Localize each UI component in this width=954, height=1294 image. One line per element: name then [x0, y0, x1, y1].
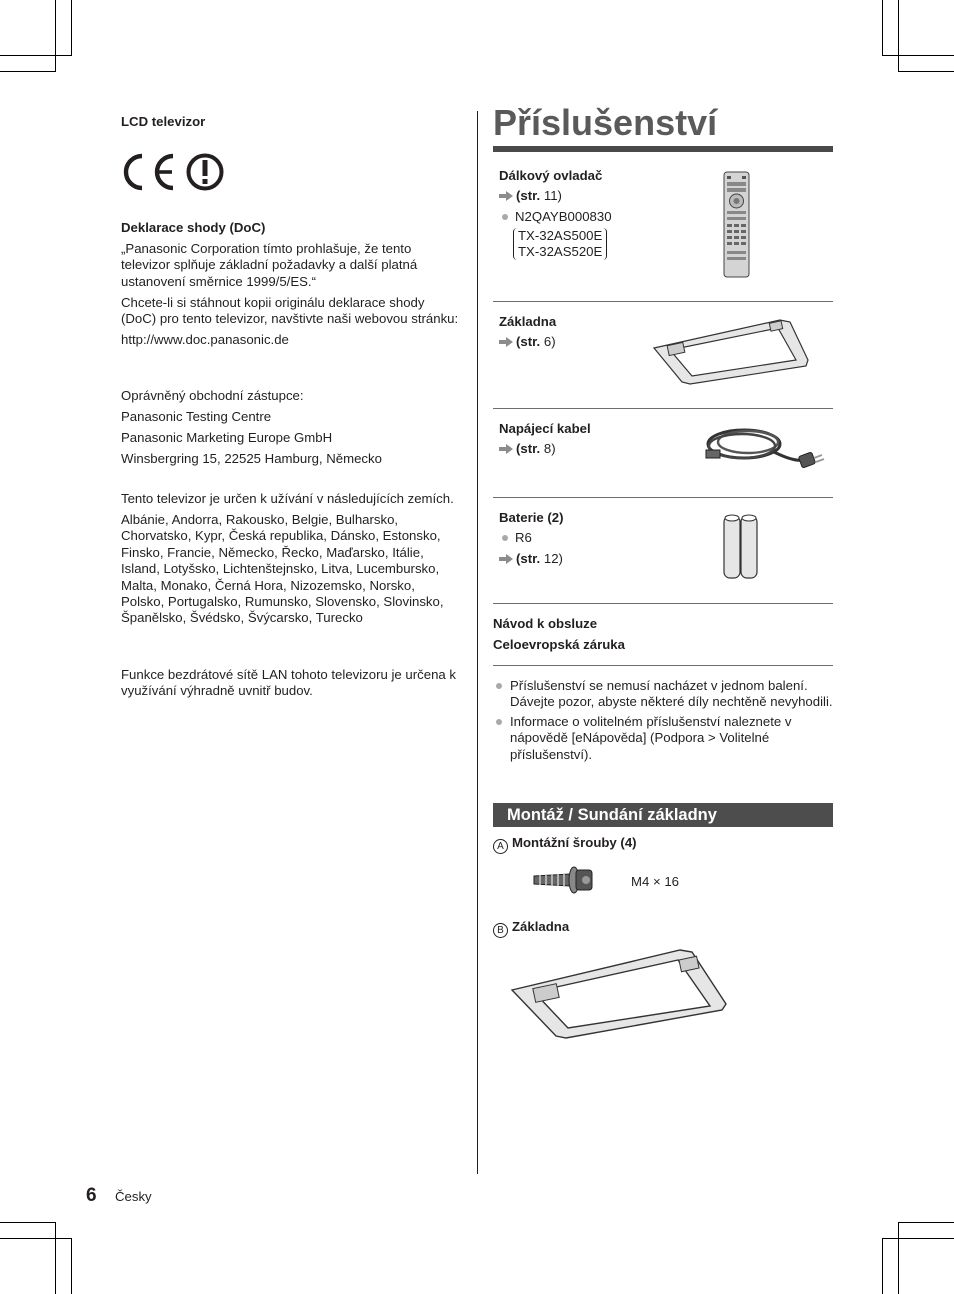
countries-list: Albánie, Andorra, Rakousko, Belgie, Bulharsko, Chorvatsko, Kypr, Česká republika, Dánsko, Estonsko, Finsko, Francie, Německo, Řecko, Maďarsko, Itálie, Island, Lotyšsko, Lichtenštejnsko, Litva, Lucembursko, Malta, Monako, Černá Hora, Nizozemsko, Norsko, Polsko, Portugalsko, Rumunsko, Slovensko, Slovinsko, Španělsko, Švédsko, Švýcarsko, Turecko — [121, 512, 444, 626]
part-a-label — [493, 835, 637, 854]
arrow-right-icon — [499, 337, 513, 347]
divider — [493, 301, 833, 302]
representative-section — [121, 388, 459, 467]
remote-tv-model: TX-32AS500E — [518, 228, 603, 244]
warranty-item: Celoevropská záruka — [493, 637, 625, 652]
battery-ref-label: (str. — [516, 550, 541, 566]
stand-ref-page: 6) — [543, 334, 556, 350]
note-item — [493, 678, 833, 711]
crop-mark — [898, 0, 899, 72]
crop-mark — [71, 1238, 72, 1294]
battery-name: Baterie (2) — [499, 510, 564, 525]
crop-mark — [898, 1222, 899, 1294]
cable-name: Napájecí kabel — [499, 421, 591, 436]
cable-ref-label: (str. — [516, 441, 541, 457]
stand-large-image — [508, 946, 728, 1042]
remote-ref-label: (str. — [516, 188, 541, 204]
representative-label: Oprávněný obchodní zástupce: — [121, 388, 304, 403]
crop-mark — [55, 1222, 56, 1294]
crop-mark — [71, 0, 72, 56]
arrow-right-icon — [499, 191, 513, 201]
crop-mark — [882, 0, 883, 56]
representative-line: Panasonic Marketing Europe GmbH — [121, 430, 333, 445]
accessory-stand — [499, 314, 639, 351]
divider — [493, 408, 833, 409]
stand-name: Základna — [499, 314, 557, 329]
power-cable-image — [704, 422, 826, 478]
arrow-right-icon — [499, 444, 513, 454]
bullet-dot — [496, 683, 502, 689]
representative-line: Panasonic Testing Centre — [121, 409, 272, 424]
circle-letter-b: B — [493, 923, 508, 938]
notes-list — [493, 678, 833, 766]
remote-model: N2QAYB000830 — [515, 208, 612, 224]
bullet-dot — [502, 214, 508, 220]
crop-mark — [898, 1222, 954, 1223]
crop-mark — [0, 1238, 72, 1239]
remote-control-image — [723, 171, 750, 278]
declaration-statement: „Panasonic Corporation tímto prohlašuje, že tento televizor splňuje základní požadavky a další platná ustanovení směrnice 1999/5/ES.“ — [121, 241, 418, 289]
accessory-remote — [499, 168, 699, 261]
page-title: Příslušenství — [493, 102, 718, 143]
note-text: Příslušenství se nemusí nacházet v jednom balení. Dávejte pozor, abyste některé díly nechtěně nevyhodili. — [510, 678, 833, 710]
divider — [493, 665, 833, 666]
crop-mark — [882, 1238, 954, 1239]
battery-type: R6 — [515, 530, 532, 546]
crop-mark — [882, 55, 954, 56]
divider — [493, 603, 833, 604]
crop-mark — [882, 1238, 883, 1294]
part-b-name: Základna — [512, 919, 570, 934]
screw-image — [530, 864, 602, 896]
bullet-dot — [502, 535, 508, 541]
crop-mark — [0, 1222, 56, 1223]
crop-mark — [55, 0, 56, 72]
accessory-batteries — [499, 510, 679, 567]
declaration-title: Deklarace shody (DoC) — [121, 220, 266, 235]
crop-mark — [0, 55, 72, 56]
representative-address: Winsbergring 15, 22525 Hamburg, Německo — [121, 451, 382, 466]
circle-letter-a: A — [493, 839, 508, 854]
battery-ref-page: 12) — [543, 550, 563, 566]
stand-image — [650, 316, 810, 386]
note-text: Informace o volitelném příslušenství naleznete v nápovědě [eNápověda] (Podpora > Volitelné příslušenství). — [510, 713, 792, 762]
bullet-dot — [496, 719, 502, 725]
page-number: 6 — [86, 1185, 97, 1206]
ce-mark-logo — [120, 152, 228, 192]
remote-ref-page: 11) — [543, 188, 562, 204]
wlan-note: Funkce bezdrátové sítě LAN tohoto televizoru je určena k využívání výhradně uvnitř budov. — [121, 667, 456, 699]
part-a-name: Montážní šrouby (4) — [512, 835, 637, 850]
crop-mark — [0, 71, 56, 72]
countries-intro: Tento televizor je určen k užívání v následujících zemích. — [121, 491, 454, 506]
remote-tv-models — [513, 228, 607, 260]
declaration-url: http://www.doc.panasonic.de — [121, 332, 289, 348]
manual-item: Návod k obsluze — [493, 616, 598, 631]
accessory-cable — [499, 421, 679, 458]
crop-mark — [898, 71, 954, 72]
divider — [493, 497, 833, 498]
remote-name: Dálkový ovladač — [499, 168, 603, 183]
declaration-download-info: Chcete-li si stáhnout kopii originálu deklarace shody (DoC) pro tento televizor, navštivte naši webovou stránku: — [121, 294, 459, 327]
stand-ref-label: (str. — [516, 334, 541, 350]
batteries-image — [721, 512, 761, 582]
product-heading: LCD televizor — [121, 114, 206, 129]
cable-ref-page: 8) — [543, 441, 556, 457]
part-b-label — [493, 919, 569, 938]
countries-section — [121, 491, 459, 627]
column-divider — [477, 111, 478, 1174]
title-underline — [493, 146, 833, 152]
footer-language: Česky — [115, 1189, 152, 1204]
section-heading: Montáž / Sundání základny — [493, 803, 833, 827]
note-item — [493, 714, 833, 763]
declaration-section — [121, 220, 459, 349]
remote-tv-model: TX-32AS520E — [518, 244, 603, 260]
screw-size: M4 × 16 — [631, 874, 680, 889]
arrow-right-icon — [499, 554, 513, 564]
